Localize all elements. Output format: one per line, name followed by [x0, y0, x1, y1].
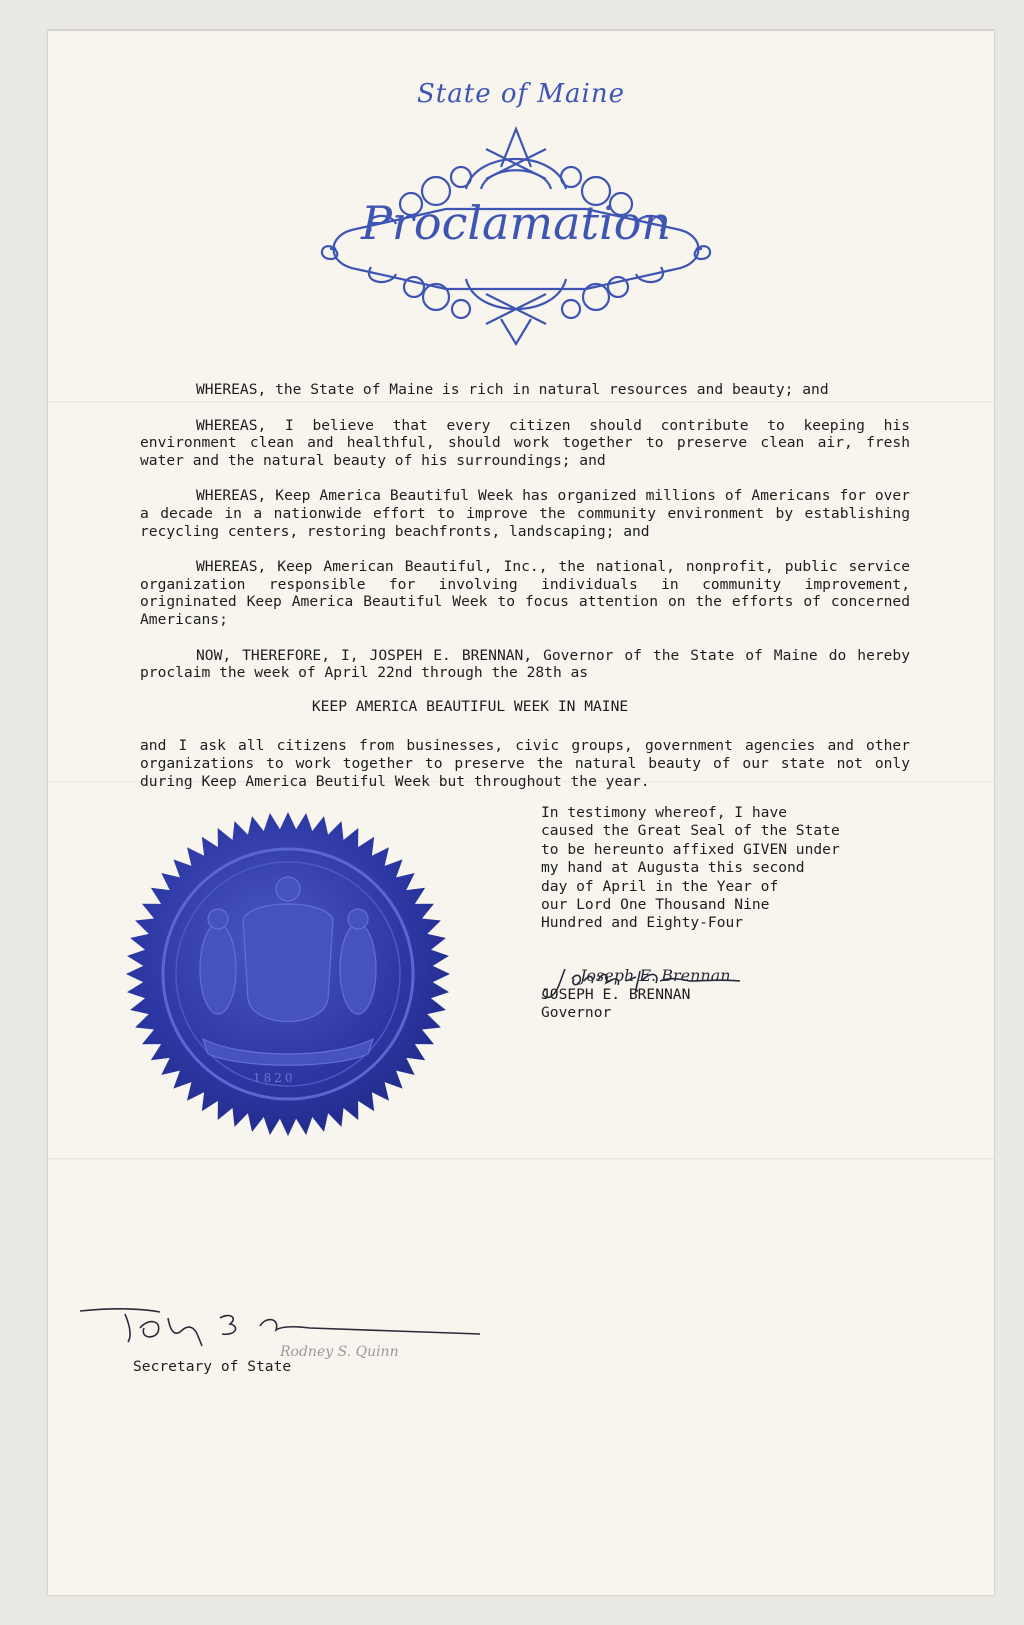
governor-signature-text: Joseph E. Brennan	[580, 966, 731, 985]
therefore-paragraph: NOW, THEREFORE, I, JOSPEH E. BRENNAN, Governor of the State of Maine do hereby proclaim the week of April 22nd through the 28th as	[140, 646, 910, 682]
whereas-paragraph-4: WHEREAS, Keep American Beautiful, Inc., the national, nonprofit, public service organization responsible for involving individuals in community improvement, origninated Keep America Beautiful Week to focus attention on the efforts of concerned Americans;	[140, 558, 910, 628]
secretary-signature	[70, 1296, 490, 1366]
secretary-signature-text: Rodney S. Quinn	[280, 1344, 399, 1360]
governor-block	[541, 986, 690, 1023]
proclaimed-week: KEEP AMERICA BEAUTIFUL WEEK IN MAINE	[311, 697, 629, 715]
whereas-paragraph-1: WHEREAS, the State of Maine is rich in natural resources and beauty; and	[196, 381, 829, 398]
secretary-title: Secretary of State	[133, 1358, 292, 1375]
closing-paragraph: and I ask all citizens from businesses, civic groups, government agencies and other organizations to work together to preserve the natural beauty of our state not only during Keep America Beutiful Week but throughout the year.	[140, 737, 910, 790]
fold-line-lower	[48, 1158, 994, 1160]
governor-name: JOSEPH E. BRENNAN	[541, 986, 691, 1003]
proclamation-title: Proclamation	[360, 196, 672, 250]
seal-year: 1820	[253, 1071, 296, 1085]
whereas-paragraph-2: WHEREAS, I believe that every citizen should contribute to keeping his environment clean and healthful, should work together to preserve clean air, fresh water and the natural beauty of his surroundings; and	[140, 416, 910, 469]
testimony-clause: In testimony whereof, I have caused the Great Seal of the State to be hereunto affixed GIVEN under my hand at Augusta this second day of April in the Year of our Lord One Thousand Nine Hundred and Eighty-Four	[541, 804, 840, 932]
great-seal	[123, 809, 453, 1139]
proclamation-body	[140, 381, 910, 808]
state-title: State of Maine	[417, 79, 625, 109]
whereas-paragraph-3: WHEREAS, Keep America Beautiful Week has organized millions of Americans for over a decade in a nationwide effort to improve the community environment by establishing recycling centers, restoring beachfronts, landscaping; and	[140, 487, 910, 540]
governor-title: Governor	[541, 1004, 612, 1022]
proclamation-document	[48, 30, 994, 1595]
